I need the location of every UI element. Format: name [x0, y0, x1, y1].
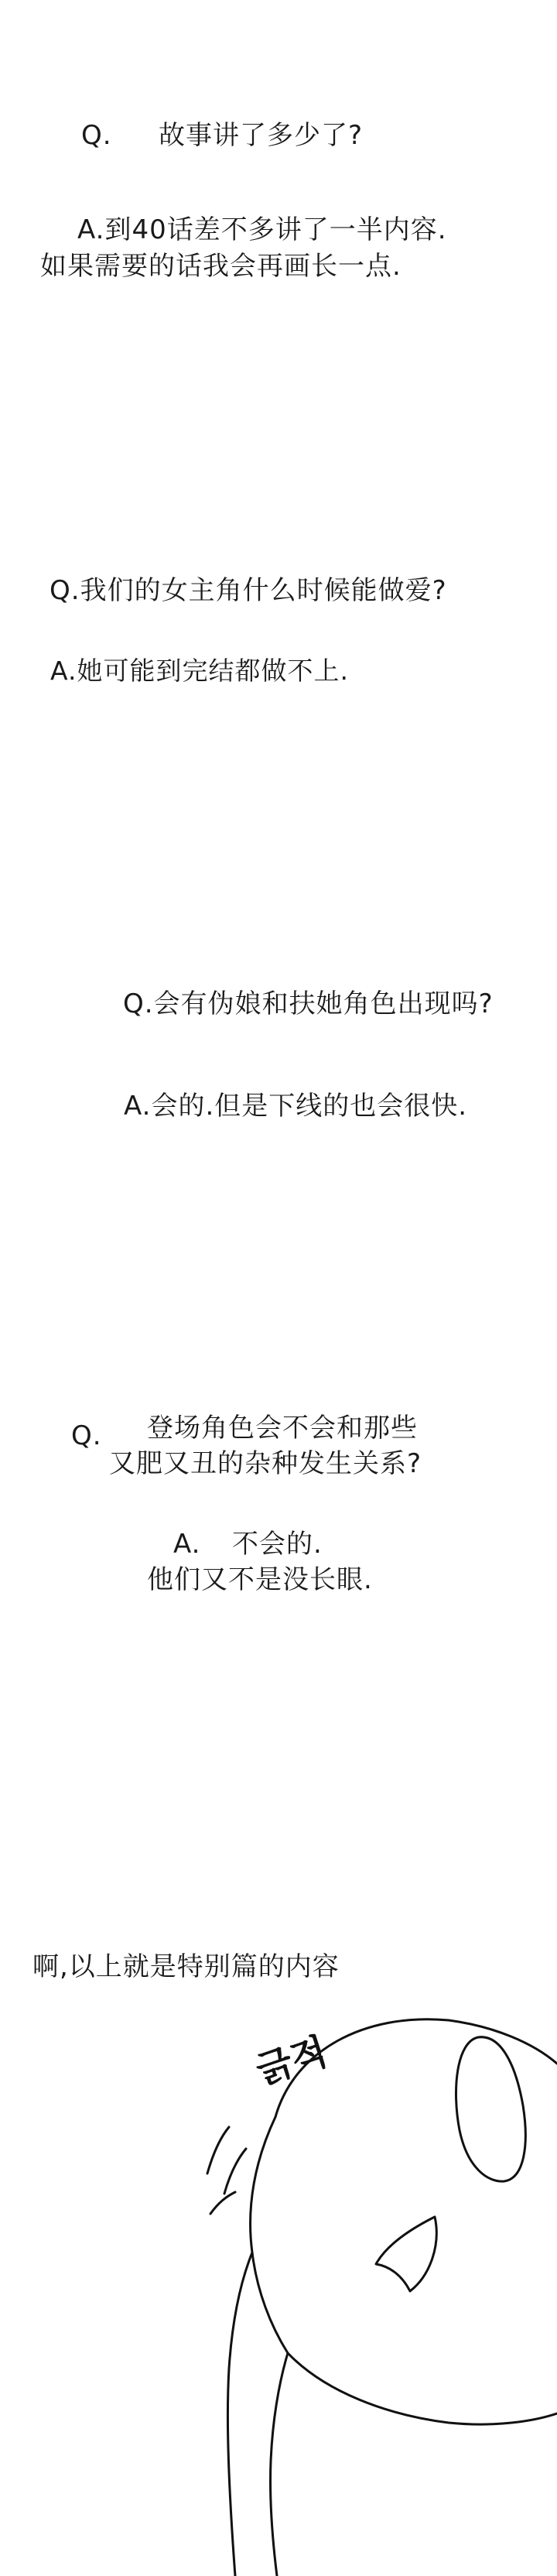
sfx-text: 긁적 — [251, 2030, 333, 2093]
neck-line — [270, 2353, 288, 2576]
motion-mark-1 — [207, 2127, 229, 2174]
closing-text: 啊,以上就是特别篇的内容 — [32, 1951, 340, 1982]
question-3-text: Q.会有伪娘和扶她角色出现吗? — [123, 988, 494, 1019]
answer-4-line-2: 他们又不是没长眼. — [147, 1564, 373, 1595]
face-side-outline — [251, 2117, 288, 2353]
answer-4-prefix: A. — [173, 1529, 201, 1560]
question-4-prefix: Q. — [71, 1420, 102, 1451]
eye-shape — [376, 2217, 436, 2291]
ear-outline — [456, 2037, 525, 2181]
answer-3-text: A.会的.但是下线的也会很快. — [124, 1091, 468, 1122]
head-outline — [275, 2019, 557, 2117]
question-1-prefix: Q. — [81, 120, 112, 151]
answer-2-text: A.她可能到完结都做不上. — [50, 656, 349, 686]
question-2-text: Q.我们的女主角什么时候能做爱? — [50, 575, 447, 606]
shoulder-line — [227, 2252, 252, 2576]
answer-1-line-1: A.到40话差不多讲了一半内容. — [77, 214, 447, 245]
question-1-text: 故事讲了多少了? — [159, 120, 364, 151]
question-4-line-1: 登场角色会不会和那些 — [147, 1413, 418, 1444]
question-4-line-2: 又肥又丑的杂种发生关系? — [109, 1448, 422, 1479]
answer-1-line-2: 如果需要的话我会再画长一点. — [40, 251, 402, 282]
motion-mark-3 — [210, 2192, 235, 2214]
motion-mark-2 — [224, 2149, 246, 2194]
answer-4-line-1: 不会的. — [232, 1529, 323, 1560]
cheek-curve — [288, 2353, 557, 2424]
